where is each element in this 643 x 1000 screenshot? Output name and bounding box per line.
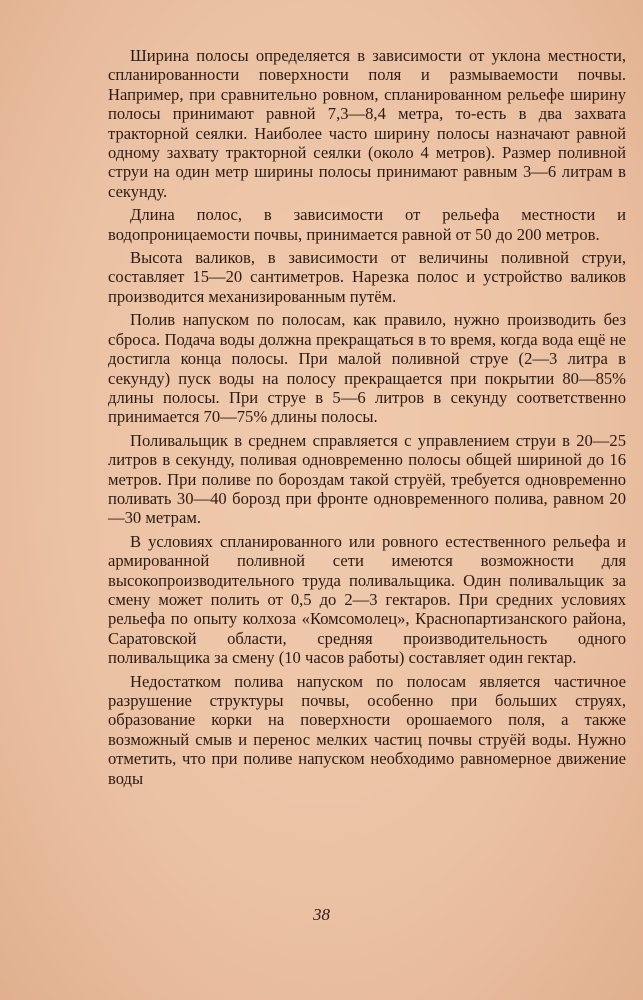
paragraph-strip-width: Ширина полосы определяется в зависимости от уклона местности, спланированности поверхности поля и размываемости почвы. Например, при сравнительно ровном, спланированном рельефе ширину полосы принимают равной 7,3—8,4 метра, то-есть в два захвата тракторной сеялки. Наиболее часто ширину полосы назначают равной одному захвату тракторной сеялки (около 4 метров). Размер поливной струи на один метр ширины полосы принимают равным 3—6 литрам в секунду.: [108, 46, 626, 201]
paragraph-ridge-height: Высота валиков, в зависимости от величины поливной струи, составляет 15—20 сантиметров. Нарезка полос и устройство валиков производится механизированным путём.: [108, 248, 626, 306]
paragraph-productivity: В условиях спланированного или ровного естественного рельефа и армированной поливной сети имеются возможности для высокопроизводительного труда поливальщика. Один поливальщик за смену может полить от 0,5 до 2—3 гектаров. При средних условиях рельефа по опыту колхоза «Комсомолец», Краснопартизанского района, Саратовской области, средняя производительность одного поливальщика за смену (10 часов работы) составляет один гектар.: [108, 531, 626, 668]
paragraph-strip-length: Длина полос, в зависимости от рельефа местности и водопроницаемости почвы, принимается равной от 50 до 200 метров.: [108, 205, 626, 244]
page-number: 38: [313, 905, 330, 924]
body-text: [108, 46, 626, 792]
paragraph-disadvantages: Недостатком полива напуском по полосам является частичное разрушение структуры почвы, особенно при больших струях, образование корки на поверхности орошаемого поля, а также возможный смыв и перенос мелких частиц почвы струёй воды. Нужно отметить, что при поливе напуском необходимо равномерное движение воды: [108, 671, 626, 788]
paragraph-flood-irrigation: Полив напуском по полосам, как правило, нужно производить без сброса. Подача воды должна прекращаться в то время, когда вода ещё не достигла конца полосы. При малой поливной струе (2—3 литра в секунду) пуск воды на полосу прекращается при покрытии 80—85% длины полосы. При струе в 5—6 литров в секунду соответственно принимается 70—75% длины полосы.: [108, 310, 626, 427]
paragraph-irrigator-stream: Поливальщик в среднем справляется с управлением струи в 20—25 литров в секунду, поливая одновременно полосы общей шириной до 16 метров. При поливе по бороздам такой струёй, требуется одновременно поливать 30—40 борозд при фронте одновременного полива, равном 20—30 метрам.: [108, 430, 626, 528]
